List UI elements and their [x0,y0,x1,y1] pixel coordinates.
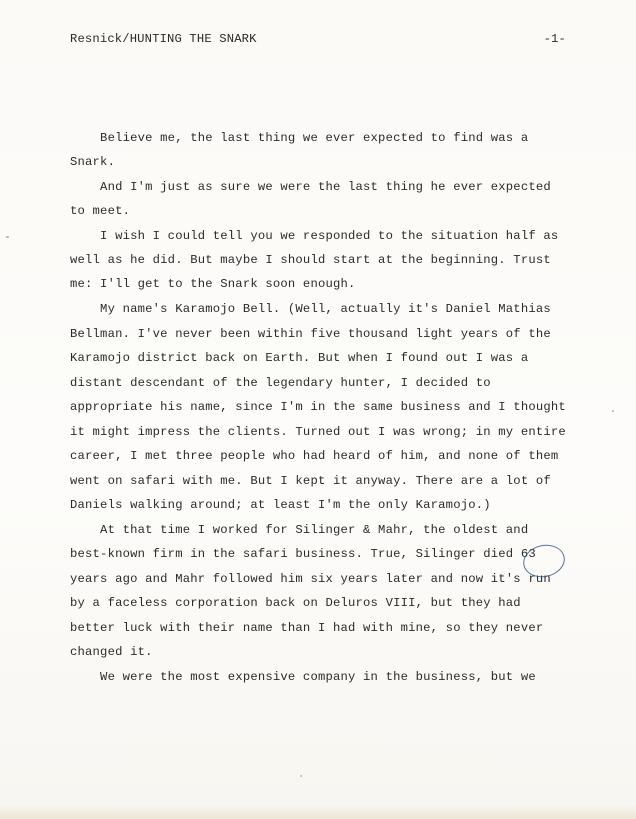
page-header [70,30,566,48]
text-line: Bellman. I've never been within five thousand light years of the [70,327,551,341]
text-line: Daniels walking around; at least I'm the only Karamojo.) [70,498,491,512]
text-line: me: I'll get to the Snark soon enough. [70,277,356,291]
scan-edge-shadow [0,805,636,819]
text-line: At that time I worked for Silinger & Mahr, the oldest and [70,523,529,537]
text-line: to meet. [70,204,131,218]
page-number: -1- [543,32,566,46]
text-line: distant descendant of the legendary hunter, I decided to [70,376,491,390]
text-line: best-known firm in the safari business. True, Silinger died 63 [70,547,536,561]
text-line: by a faceless corporation back on Deluros VIII, but they had [70,596,521,610]
text-line: Believe me, the last thing we ever expected to find was a [70,131,529,145]
text-line: went on safari with me. But I kept it anyway. There are a lot of [70,474,551,488]
text-line: My name's Karamojo Bell. (Well, actually it's Daniel Mathias [70,302,551,316]
text-line: Karamojo district back on Earth. But when I found out I was a [70,351,529,365]
text-line: changed it. [70,645,153,659]
paper-speck [612,410,614,412]
paper-speck [6,236,9,238]
text-line: appropriate his name, since I'm in the same business and I thought [70,400,566,414]
text-line: years ago and Mahr followed him six years later and now it's run [70,572,551,586]
text-line: it might impress the clients. Turned out I was wrong; in my entire [70,425,566,439]
text-line: well as he did. But maybe I should start at the beginning. Trust [70,253,551,267]
running-title: Resnick/HUNTING THE SNARK [70,32,257,46]
text-line: I wish I could tell you we responded to the situation half as [70,229,559,243]
text-line: better luck with their name than I had with mine, so they never [70,621,544,635]
text-line: career, I met three people who had heard of him, and none of them [70,449,559,463]
text-line: And I'm just as sure we were the last thing he ever expected [70,180,551,194]
paper-speck [300,775,302,777]
text-line: Snark. [70,155,116,169]
text-line: We were the most expensive company in the business, but we [70,670,536,684]
